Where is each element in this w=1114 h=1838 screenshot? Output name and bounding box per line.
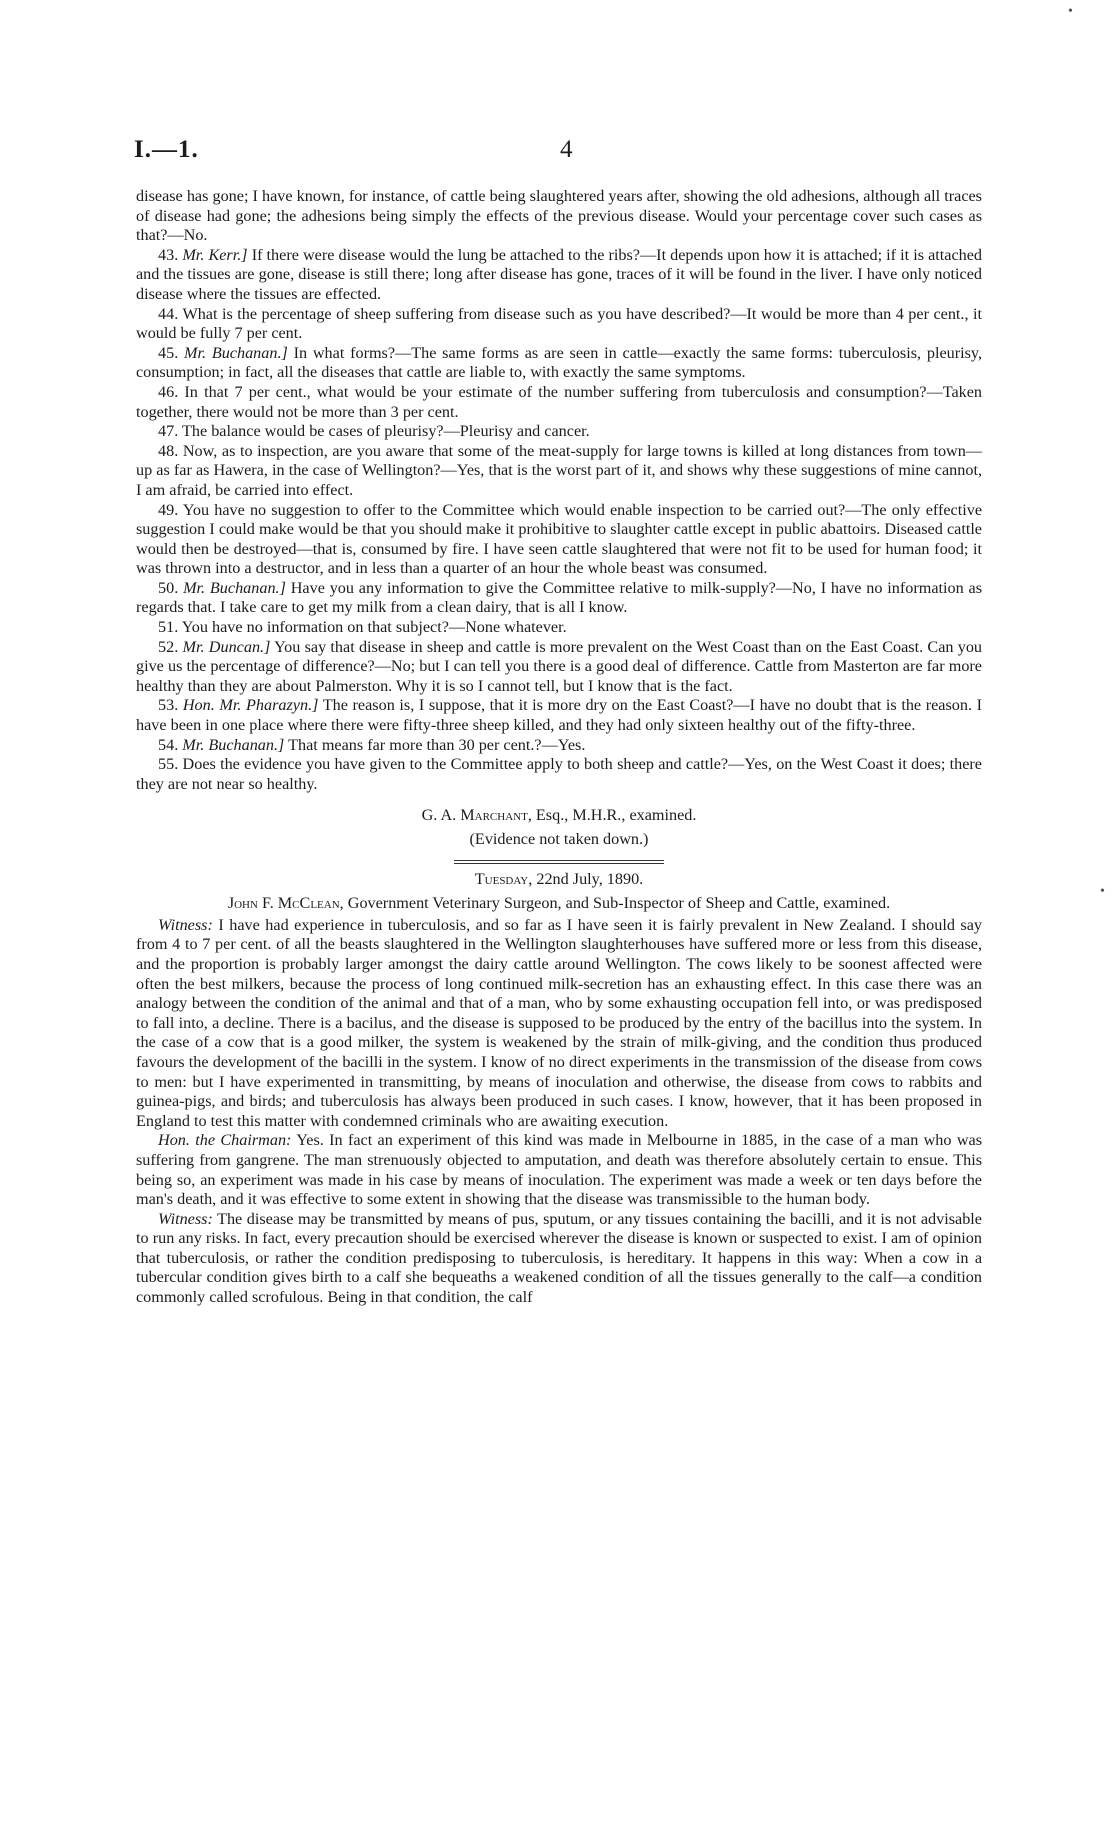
question-47: 47. The balance would be cases of pleurisy?—Pleurisy and cancer. bbox=[158, 422, 590, 441]
question-49: 49. You have no suggestion to offer to the Committee which would enable inspection to be carried out?—The only effective suggestion I could make would be that you should make it prohibitive to slaughter cattle except in public abattoirs. Diseased cattle would then be destroyed—that is, consumed by fire. I have seen cattle slaughtered that were not fit to be used for human food; it was thrown into a destructor, and in less than a quarter of an hour the whole beast was consumed. bbox=[136, 500, 983, 578]
document-body bbox=[136, 187, 982, 1308]
question-45: 45. Mr. Buchanan.] In what forms?—The same forms as are seen in cattle—exactly the same forms: tuberculosis, pleurisy, consumption; in fact, all the diseases that cattle are liable to, with exactly the same symptoms. bbox=[136, 343, 982, 382]
question-52: 52. Mr. Duncan.] You say that disease in sheep and cattle is more prevalent on the West Coast than on the East Coast. Can you give us the percentage of difference?—No; but I can tell you there is a good deal of difference. Cattle from Masterton are far more healthy than they are about Palmerston. Why it is so I cannot tell, but I know that is the fact. bbox=[136, 637, 983, 695]
testimony-paragraph: Witness: The disease may be transmitted by means of pus, sputum, or any tissues containing the bacilli, and it is not advisable to run any risks. In fact, every precaution should be exercised wherever the disease is known or suspected to exist. I am of opinion that tuberculosis, or rather the condition predisposing to tuberculosis, is hereditary. It happens in this way: When a cow in a tubercular condition gives birth to a calf she bequeaths a weakened condition of all the tissues generally to the calf—a condition commonly called scrofulous. Being in that condition, the calf bbox=[136, 1209, 982, 1307]
testimony-paragraph: Hon. the Chairman: Yes. In fact an experiment of this kind was made in Melbourne in 1885, in the case of a man who was suffering from gangrene. The man strenuously objected to amputation, and death was therefore absolutely certain to ensue. This being so, an experiment was made in his case by means of inoculation. The experiment was made a week or ten days before the man's death, and it was effective to some extent in showing that the disease was transmissible to the human body. bbox=[136, 1131, 983, 1209]
testimony-paragraph: Witness: I have had experience in tuberculosis, and so far as I have seen it is fairly prevalent in New Zealand. I should say from 4 to 7 per cent. of all the beasts slaughtered in the Wellington slaughterhouses have suffered more or less from this disease, and the proportion is probably larger amongst the dairy cattle around Wellington. The cows likely to be soonest affected were often the best milkers, because the process of long continued milk-secretion has an exhausting effect. In this case there was an analogy between the condition of the animal and that of a man, who by some exhausting occupation fell into, or was predisposed to fall into, a decline. There is a bacilus, and the disease is supposed to be produced by the entry of the bacillus into the system. In the case of a cow that is a good milker, the system is weakened by the strain of milk-giving, and the condition thus produced favours the development of the bacilli in the system. I know of no direct experiments in the transmission of the disease from cows to men: but I have experimented in transmitting, by means of inoculation and otherwise, the disease from cows to rabbits and guinea-pigs, and birds; and tuberculosis has always been produced in such cases. I know, however, that it has been proposed in England to test this matter with condemned criminals who are awaiting execution. bbox=[136, 915, 982, 1130]
question-48: 48. Now, as to inspection, are you aware that some of the meat-supply for large towns is killed at long distances from town—up as far as Hawera, in the case of Wellington?—Yes, that is the worst part of it, and shows why these suggestions of mine cannot, I am afraid, be carried into effect. bbox=[136, 441, 983, 499]
question-54: 54. Mr. Buchanan.] That means far more than 30 per cent.?—Yes. bbox=[158, 735, 586, 754]
witness-heading: John F. McClean, Government Veterinary Surgeon, and Sub-Inspector of Sheep and Cattle, examined. bbox=[227, 894, 891, 913]
question-43: 43. Mr. Kerr.] If there were disease would the lung be attached to the ribs?—It depends upon how it is attached; if it is attached and the tissues are gone, disease is still there; long after disease has gone, traces of it will be found in the liver. I have only noticed disease where the tissues are effected. bbox=[136, 245, 983, 303]
scan-mark: • bbox=[1100, 884, 1105, 899]
evidence-note: (Evidence not taken down.) bbox=[469, 830, 649, 848]
question-53: 53. Hon. Mr. Pharazyn.] The reason is, I suppose, that it is more dry on the East Coast?—I have no doubt that is the reason. I have been in one place where there were fifty-three sheep killed, and they had only sixteen healthy out of the fifty-three. bbox=[136, 696, 983, 735]
page-number: 4 bbox=[560, 136, 573, 163]
question-46: 46. In that 7 per cent., what would be your estimate of the number suffering from tuberculosis and consumption?—Taken together, there would not be more than 3 per cent. bbox=[136, 382, 983, 421]
document-code: I.—1. bbox=[134, 136, 199, 163]
paragraph: disease has gone; I have known, for instance, of cattle being slaughtered years after, showing the old adhesions, although all traces of disease had gone; the adhesions being simply the effects of the previous disease. Would your percentage cover such cases as that?—No. bbox=[136, 187, 982, 245]
scan-mark: • bbox=[1068, 4, 1073, 19]
section-divider bbox=[454, 860, 664, 864]
date-heading: Tuesday, 22nd July, 1890. bbox=[474, 869, 644, 888]
question-44: 44. What is the percentage of sheep suffering from disease such as you have described?—It would be more than 4 per cent., it would be fully 7 per cent. bbox=[136, 304, 982, 343]
question-51: 51. You have no information on that subject?—None whatever. bbox=[158, 618, 567, 637]
question-55: 55. Does the evidence you have given to the Committee apply to both sheep and cattle?—Yes, on the West Coast it does; there they are not near so healthy. bbox=[136, 755, 982, 793]
witness-heading: G. A. Marchant, Esq., M.H.R., examined. bbox=[421, 806, 697, 825]
question-50: 50. Mr. Buchanan.] Have you any information to give the Committee relative to milk-supply?—No, I have no information as regards that. I take care to get my milk from a clean dairy, that is all I know. bbox=[136, 578, 983, 617]
